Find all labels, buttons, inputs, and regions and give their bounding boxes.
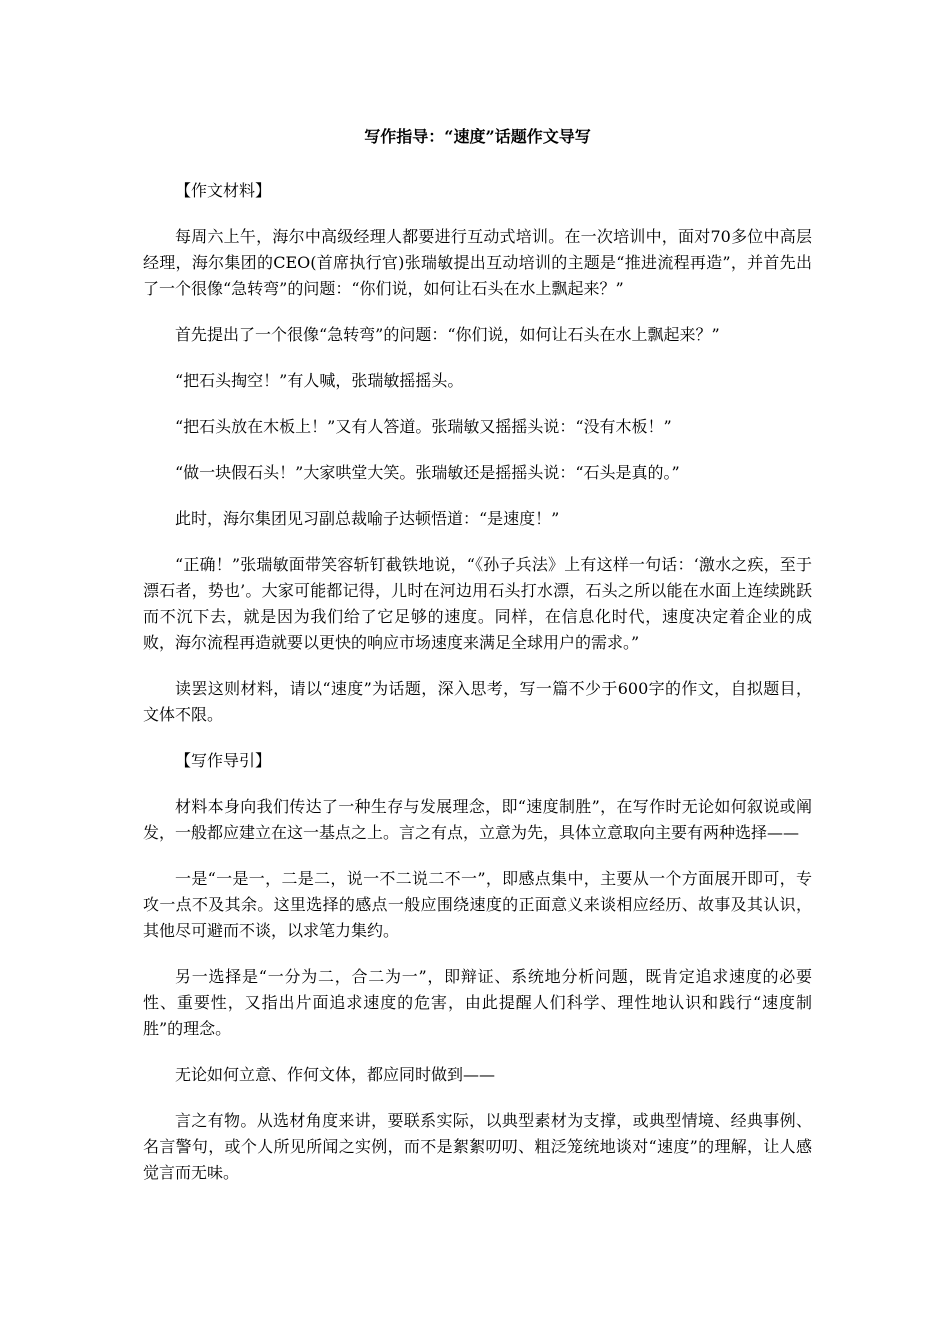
paragraph: “做一块假石头！”大家哄堂大笑。张瑞敏还是摇摇头说：“石头是真的。” <box>175 463 680 482</box>
document-title: 写作指导：“速度”话题作文导写 <box>364 127 591 146</box>
section-heading-material: 【作文材料】 <box>175 181 272 200</box>
paragraph: 另一选择是“一分为二，合二为一”，即辩证、系统地分析问题，既肯定追求速度的必要性、重要性，又指出片面追求速度的危害，由此提醒人们科学、理性地认识和践行“速度制胜”的理念。 <box>143 967 812 1038</box>
paragraph: 读罢这则材料，请以“速度”为话题，深入思考，写一篇不少于600字的作文，自拟题目，文体不限。 <box>143 679 812 724</box>
paragraph: 此时，海尔集团见习副总裁喻子达顿悟道：“是速度！” <box>175 509 560 528</box>
paragraph: 材料本身向我们传达了一种生存与发展理念，即“速度制胜”，在写作时无论如何叙说或阐发，一般都应建立在这一基点之上。言之有点，立意为先，具体立意取向主要有两种选择—— <box>143 797 812 842</box>
section-heading-guide: 【写作导引】 <box>175 751 272 770</box>
paragraph: “正确！”张瑞敏面带笑容斩钉截铁地说，“《孙子兵法》上有这样一句话：‘激水之疾，至于漂石者，势也’。大家可能都记得，儿时在河边用石头打水漂，石头之所以能在水面上连续跳跃而不沉下去，就是因为我们给了它足够的速度。同样，在信息化时代，速度决定着企业的成败，海尔流程再造就要以更快的响应市场速度来满足全球用户的需求。” <box>143 555 812 652</box>
paragraph: 无论如何立意、作何文体，都应同时做到—— <box>175 1065 496 1084</box>
paragraph: 言之有物。从选材角度来讲，要联系实际，以典型素材为支撑，或典型情境、经典事例、名言警句，或个人所见所闻之实例，而不是絮絮叨叨、粗泛笼统地谈对“速度”的理解，让人感觉言而无味。 <box>143 1111 812 1182</box>
paragraph: “把石头放在木板上！”又有人答道。张瑞敏又摇摇头说：“没有木板！” <box>175 417 672 436</box>
paragraph: 首先提出了一个很像“急转弯”的问题：“你们说，如何让石头在水上飘起来？” <box>175 325 720 344</box>
paragraph: “把石头掏空！”有人喊，张瑞敏摇摇头。 <box>175 371 464 390</box>
paragraph: 每周六上午，海尔中高级经理人都要进行互动式培训。在一次培训中，面对70多位中高层经理，海尔集团的CEO(首席执行官)张瑞敏提出互动培训的主题是“推进流程再造”，并首先出了一个很像“急转弯”的问题：“你们说，如何让石头在水上飘起来？” <box>143 227 812 298</box>
paragraph: 一是“一是一，二是二，说一不二说二不一”，即感点集中，主要从一个方面展开即可，专攻一点不及其余。这里选择的感点一般应围绕速度的正面意义来谈相应经历、故事及其认识，其他尽可避而不谈，以求笔力集约。 <box>143 869 812 940</box>
